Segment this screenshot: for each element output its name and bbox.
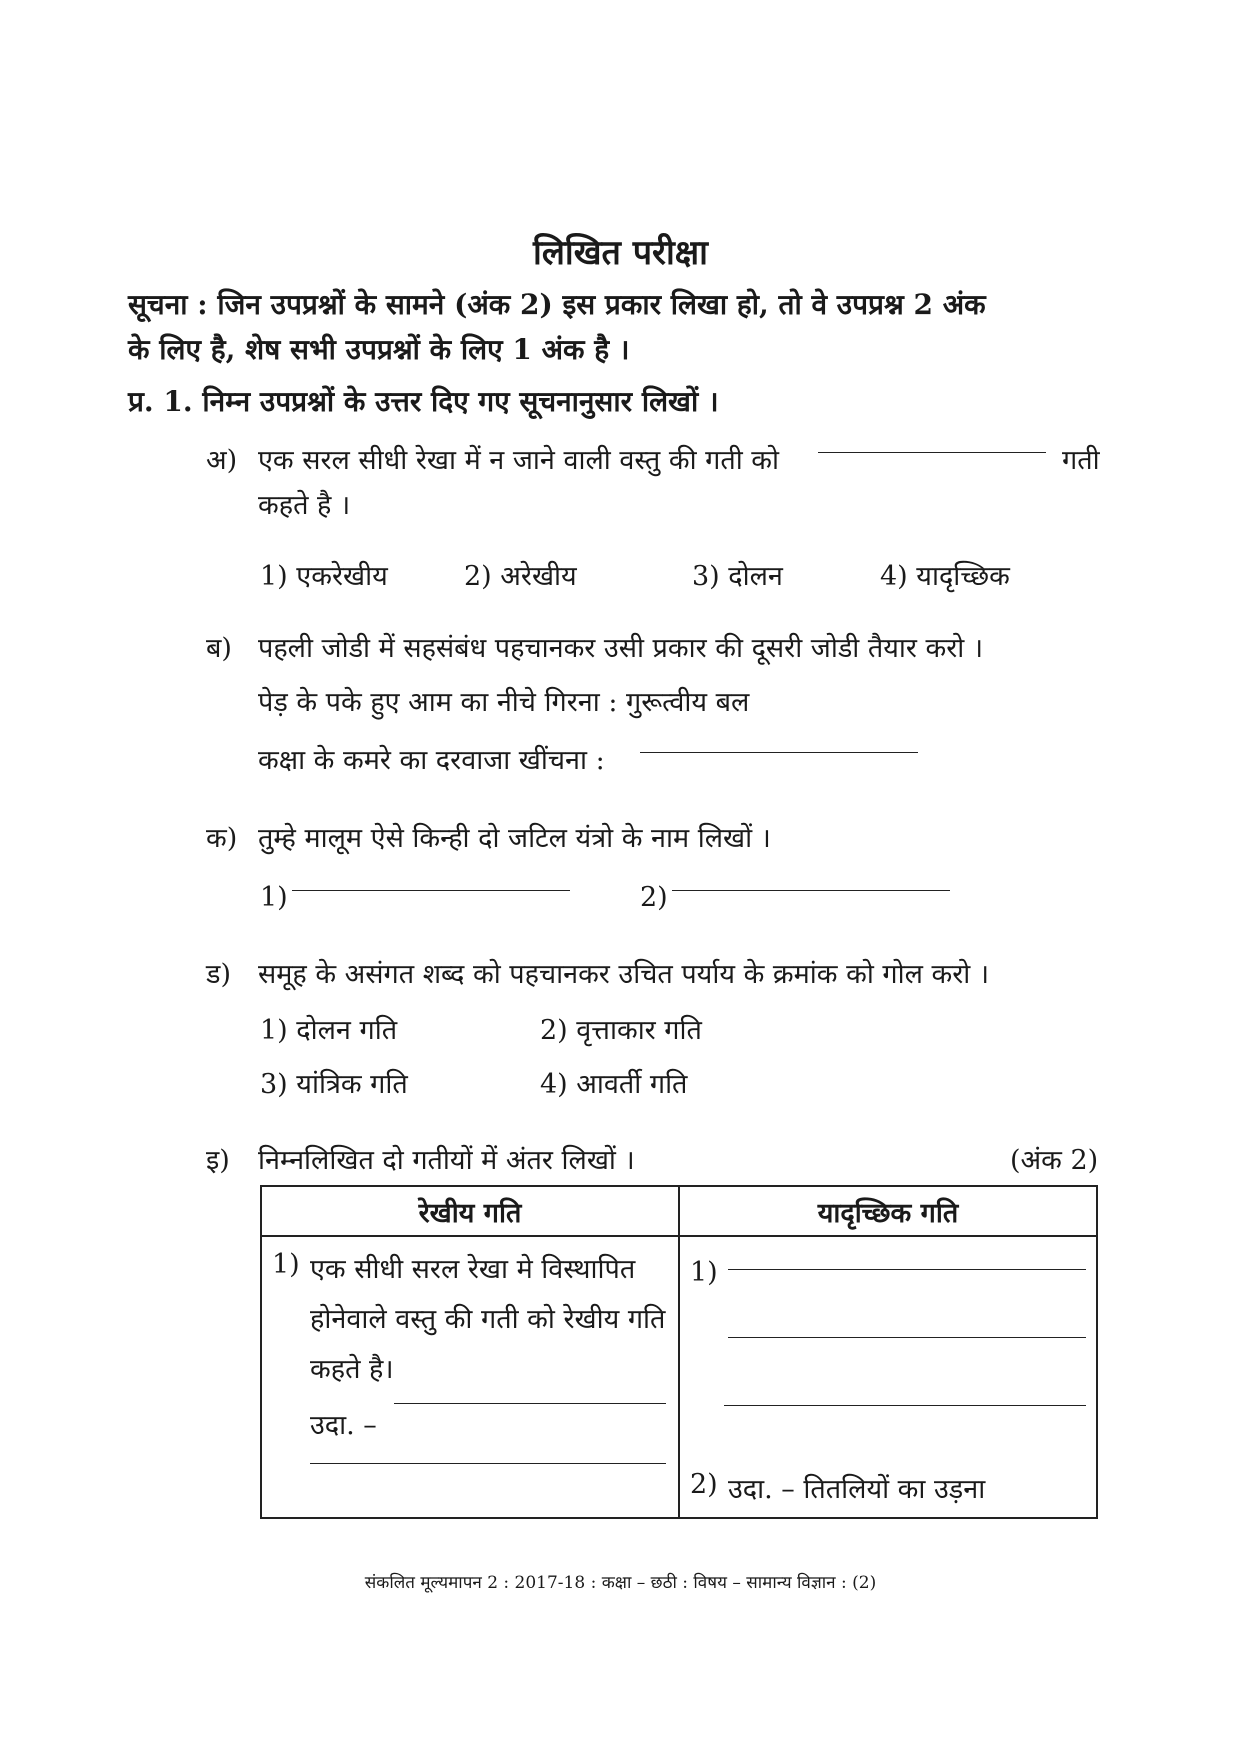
subq-b-blank[interactable]: [640, 752, 918, 753]
table-header-random: यादृच्छिक गति: [679, 1186, 1097, 1236]
subq-a-option-1[interactable]: 1) एकरेखीय: [260, 561, 388, 592]
subq-c-blank-2[interactable]: [672, 890, 950, 891]
subq-c-marker: क): [206, 823, 238, 854]
table-header-linear: रेखीय गति: [261, 1186, 679, 1236]
question-1-heading: प्र. 1. निम्न उपप्रश्नों के उत्तर दिए गए सूचनानुसार लिखों ।: [128, 385, 719, 418]
page-title: लिखित परीक्षा: [533, 233, 708, 273]
subq-a-text: एक सरल सीधी रेखा में न जाने वाली वस्तु की गती को: [258, 445, 780, 476]
random-num-2: 2): [690, 1469, 718, 1500]
subq-d-marker: ड): [206, 959, 231, 990]
subq-a-option-2[interactable]: 2) अरेखीय: [464, 561, 577, 592]
table-cell-linear: [261, 1236, 679, 1518]
comparison-table: [260, 1185, 1098, 1519]
subq-d-option-1[interactable]: 1) दोलन गति: [260, 1015, 398, 1046]
subq-e-marks: (अंक 2): [1010, 1145, 1099, 1176]
subq-a-blank[interactable]: [818, 452, 1046, 453]
subq-a-option-4[interactable]: 4) यादृच्छिक: [880, 561, 1010, 592]
instruction-line-2: के लिए है, शेष सभी उपप्रश्नों के लिए 1 अंक है ।: [128, 333, 630, 366]
linear-line-3: कहते है।: [310, 1354, 394, 1385]
table-cell-random: [679, 1236, 1097, 1518]
subq-d-option-2[interactable]: 2) वृत्ताकार गति: [540, 1015, 702, 1046]
linear-num: 1): [272, 1249, 300, 1280]
subq-e-text: निम्नलिखित दो गतीयों में अंतर लिखों ।: [258, 1145, 635, 1176]
subq-c-blank-1[interactable]: [292, 890, 570, 891]
linear-line-2: होनेवाले वस्तु की गती को रेखीय गति: [310, 1304, 666, 1335]
page-footer: संकलित मूल्यमापन 2 : 2017-18 : कक्षा – छठी : विषय – सामान्य विज्ञान : (2): [364, 1573, 877, 1593]
random-blank-1[interactable]: [728, 1269, 1086, 1270]
subq-a-marker: अ): [206, 445, 238, 476]
linear-example-blank-1[interactable]: [394, 1403, 666, 1404]
subq-a-text-2: कहते है ।: [258, 490, 351, 521]
subq-c-text: तुम्हे मालूम ऐसे किन्ही दो जटिल यंत्रो के नाम लिखों ।: [258, 823, 771, 854]
subq-c-blank-2-label: 2): [640, 882, 668, 913]
random-blank-2[interactable]: [728, 1337, 1086, 1338]
subq-b-marker: ब): [206, 633, 232, 664]
subq-b-prompt: कक्षा के कमरे का दरवाजा खींचना :: [258, 745, 605, 776]
subq-a-text-end: गती: [1062, 445, 1100, 476]
subq-d-option-3[interactable]: 3) यांत्रिक गति: [260, 1069, 408, 1100]
subq-a-option-3[interactable]: 3) दोलन: [692, 561, 783, 592]
subq-c-blank-1-label: 1): [260, 882, 288, 913]
linear-line-1: एक सीधी सरल रेखा मे विस्थापित: [310, 1254, 636, 1285]
random-num-1: 1): [690, 1257, 718, 1288]
subq-b-text: पहली जोडी में सहसंबंध पहचानकर उसी प्रकार की दूसरी जोडी तैयार करो ।: [258, 633, 984, 664]
subq-b-example: पेड़ के पके हुए आम का नीचे गिरना : गुरूत्वीय बल: [258, 687, 750, 718]
linear-example-label: उदा. –: [310, 1410, 377, 1441]
random-example: उदा. – तितलियों का उड़ना: [728, 1474, 986, 1505]
subq-e-marker: इ): [206, 1145, 230, 1176]
linear-example-blank-2[interactable]: [310, 1463, 666, 1464]
subq-d-option-4[interactable]: 4) आवर्ती गति: [540, 1069, 688, 1100]
instruction-line-1: सूचना : जिन उपप्रश्नों के सामने (अंक 2) इस प्रकार लिखा हो, तो वे उपप्रश्न 2 अंक: [128, 288, 986, 321]
random-blank-3[interactable]: [724, 1405, 1086, 1406]
subq-d-text: समूह के असंगत शब्द को पहचानकर उचित पर्याय के क्रमांक को गोल करो ।: [258, 959, 990, 990]
